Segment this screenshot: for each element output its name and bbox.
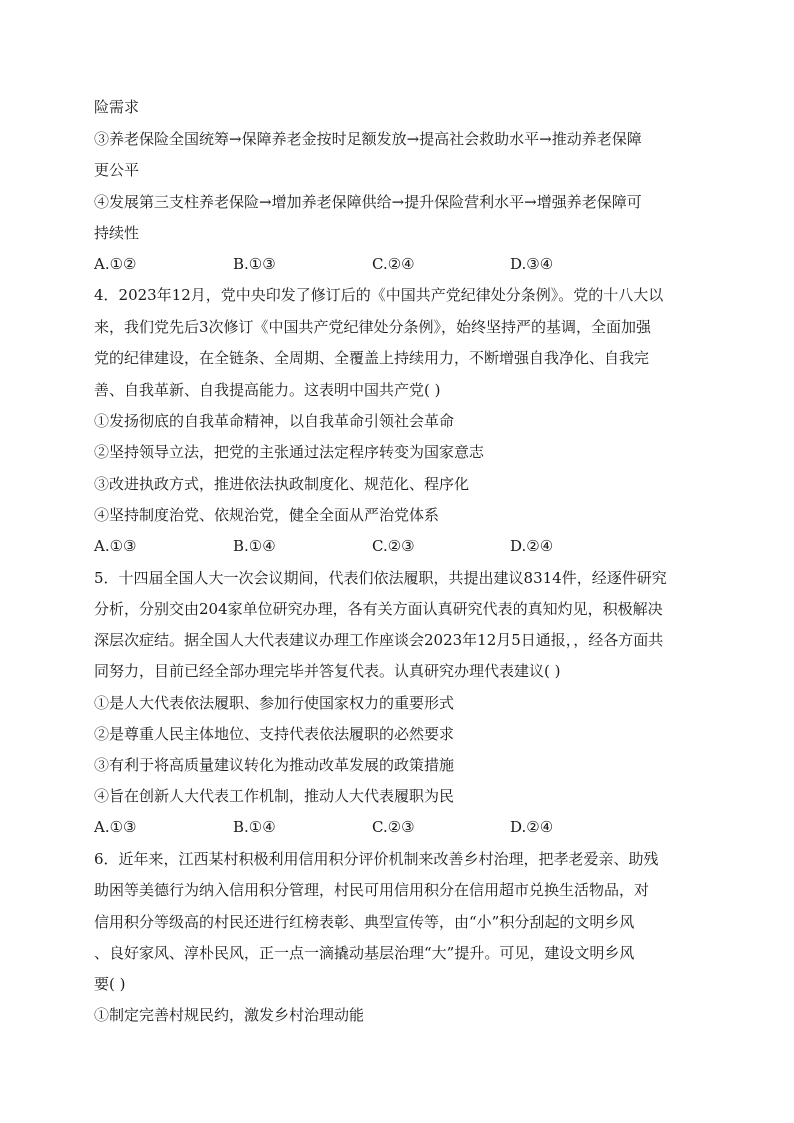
- q4-stem-line1: 4．2023年12月，党中央印发了修订后的《中国共产党纪律处分条例》。党的十八大以: [94, 286, 664, 304]
- q6-stem-line4: 、良好家风、淳朴民风，正一点一滴撬动基层治理“大”提升。可见，建设文明乡风: [94, 944, 635, 962]
- q4-options: [94, 536, 694, 556]
- q6-stem-line2: 助困等美德行为纳入信用积分管理，村民可用信用积分在信用超市兑换生活物品，对: [94, 881, 650, 899]
- q4-item2: ②坚持领导立法，把党的主张通过法定程序转变为国家意志: [94, 443, 485, 461]
- q4-stem-line3: 党的纪律建设，在全链条、全周期、全覆盖上持续用力，不断增强自我净化、自我完: [94, 349, 650, 367]
- q3-option-a: A.①②: [94, 255, 137, 273]
- q3-option-c: C.②④: [372, 255, 415, 273]
- q6-stem-line5: 要( ): [94, 975, 126, 993]
- q5-option-d: D.②④: [510, 818, 554, 836]
- q4-stem-line4: 善、自我革新、自我提高能力。这表明中国共产党( ): [94, 381, 441, 399]
- q3-option-d: D.③④: [510, 255, 554, 273]
- q5-item1: ①是人大代表依法履职、参加行使国家权力的重要形式: [94, 694, 455, 712]
- q5-stem-line3: 深层次症结。据全国人大代表建议办理工作座谈会2023年12月5日通报，，经各方面共: [94, 631, 664, 649]
- q3-option-b: B.①③: [233, 255, 276, 273]
- q3-item4-line2: 持续性: [94, 224, 140, 242]
- q4-item3: ③改进执政方式，推进依法执政制度化、规范化、程序化: [94, 475, 470, 493]
- q4-stem-line2: 来，我们党先后3次修订《中国共产党纪律处分条例》，始终坚持严的基调，全面加强: [94, 318, 652, 336]
- q5-option-a: A.①③: [94, 818, 137, 836]
- q4-option-b: B.①④: [233, 537, 276, 555]
- q6-item1: ①制定完善村规民约，激发乡村治理动能: [94, 1006, 365, 1024]
- q5-item3: ③有利于将高质量建议转化为推动改革发展的政策措施: [94, 756, 455, 774]
- q3-item3-line2: 更公平: [94, 161, 140, 179]
- q6-stem-line1: 6．近年来，江西某村积极利用信用积分评价机制来改善乡村治理，把孝老爱亲、助残: [94, 850, 659, 868]
- q6-stem-line3: 信用积分等级高的村民还进行红榜表彰、典型宣传等，由“小”积分刮起的文明乡风: [94, 913, 635, 931]
- q4-option-a: A.①③: [94, 537, 137, 555]
- q5-item4: ④旨在创新人大代表工作机制，推动人大代表履职为民: [94, 787, 455, 805]
- q5-option-b: B.①④: [233, 818, 276, 836]
- q5-options: [94, 817, 694, 837]
- q5-stem-line2: 分析，分别交由204家单位研究办理，各有关方面认真研究代表的真知灼见，积极解决: [94, 600, 663, 618]
- q3-options: [94, 254, 694, 274]
- q4-item4: ④坚持制度治党、依规治党，健全全面从严治党体系: [94, 506, 440, 524]
- q5-item2: ②是尊重人民主体地位、支持代表依法履职的必然要求: [94, 725, 455, 743]
- q4-option-d: D.②④: [510, 537, 554, 555]
- q4-option-c: C.②③: [372, 537, 415, 555]
- q3-item2-continuation: 险需求: [94, 98, 140, 116]
- q5-stem-line4: 同努力，目前已经全部办理完毕并答复代表。认真研究办理代表建议( ): [94, 662, 561, 680]
- q5-option-c: C.②③: [372, 818, 415, 836]
- q3-item4-line1: ④发展第三支柱养老保险→增加养老保障供给→提升保险营利水平→增强养老保障可: [94, 193, 642, 211]
- q3-item3-line1: ③养老保险全国统筹→保障养老金按时足额发放→提高社会救助水平→推动养老保障: [94, 130, 642, 148]
- q5-stem-line1: 5．十四届全国人大一次会议期间，代表们依法履职，共提出建议8314件，经逐件研究: [94, 569, 667, 587]
- q4-item1: ①发扬彻底的自我革命精神，以自我革命引领社会革命: [94, 412, 455, 430]
